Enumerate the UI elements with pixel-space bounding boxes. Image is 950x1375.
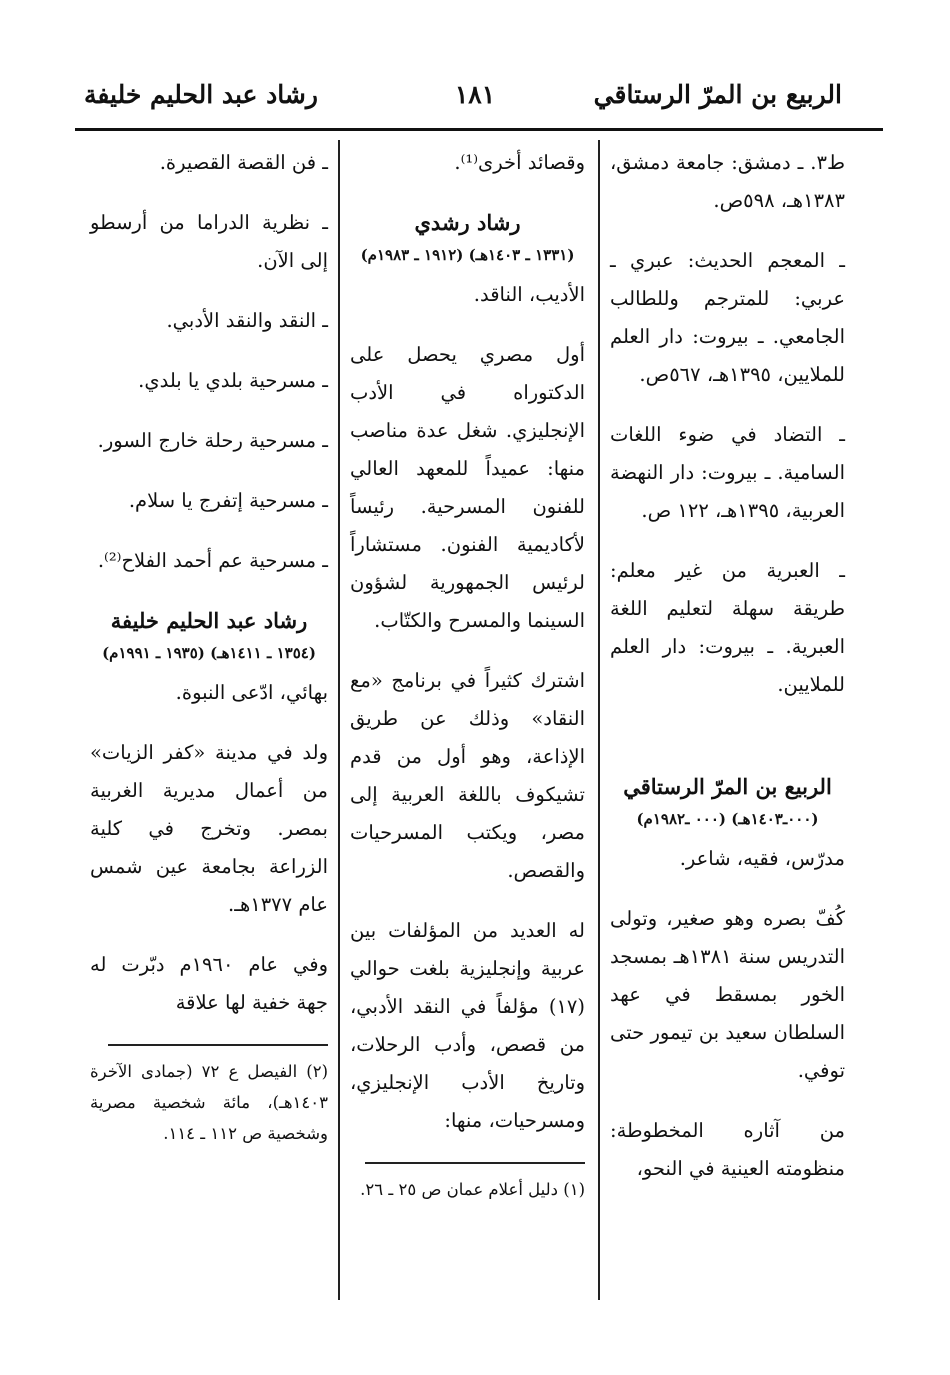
footnote: (٢) الفيصل ع ٧٢ (جمادى الآخرة ١٤٠٣هـ)، مائة شخصية مصرية وشخصية ص ١١٢ ـ ١١٤. xyxy=(90,1062,328,1143)
paragraph: ـ مسرحية عم أحمد الفلاح⁽²⁾. xyxy=(97,549,328,572)
entry-dates: (١٣٣١ ـ ١٤٠٣هـ) (١٩١٢ ـ ١٩٨٣م) xyxy=(360,246,575,264)
paragraph: ـ مسرحية رحلة خارج السور. xyxy=(97,429,328,452)
page-number: ١٨١ xyxy=(454,80,496,109)
column-divider-right xyxy=(598,140,600,1300)
paragraph: الأديب، الناقد. xyxy=(473,283,585,306)
entry-dates: (٠٠٠ـ١٤٠٣هـ) (٠٠٠ ـ١٩٨٢م) xyxy=(636,810,819,828)
paragraph: ـ فن القصة القصيرة. xyxy=(159,151,328,174)
column-right xyxy=(610,144,845,1210)
entry-title: الربيع بن المرّ الرستاقي xyxy=(623,774,832,799)
paragraph: ـ مسرحية بلدي يا بلدي. xyxy=(138,369,328,392)
paragraph: ط٣. ـ دمشق: جامعة دمشق، ١٣٨٣هـ، ٥٩٨ص. xyxy=(610,151,845,212)
header-rule xyxy=(75,128,883,131)
paragraph: ـ المعجم الحديث: عبري ـ عربي: للمترجم وللطالب الجامعي. ـ بيروت: دار العلم للملايين، ١٣٩٥هـ، ٥٦٧ص. xyxy=(610,249,845,386)
paragraph: ولد في مدينة «كفر الزيات» من أعمال مديرية الغربية بمصر. وتخرج في كلية الزراعة بجامعة عين شمس عام ١٣٧٧هـ. xyxy=(90,741,328,916)
paragraph: ـ النقد والنقد الأدبي. xyxy=(166,309,328,332)
entry-dates: (١٣٥٤ ـ ١٤١١هـ) (١٩٣٥ ـ ١٩٩١م) xyxy=(102,644,316,662)
paragraph: مدرّس، فقيه، شاعر. xyxy=(679,847,845,870)
paragraph: اشترك كثيراً في برنامج «مع النقاد» وذلك عن طريق الإذاعة، وهو أول من قدم تشيكوف باللغة العربية إلى مصر، ويكتب المسرحيات والقصص. xyxy=(350,669,585,882)
footnote-rule xyxy=(365,1162,585,1164)
running-head-right: الربيع بن المرّ الرستاقي xyxy=(593,80,842,109)
paragraph: ـ مسرحية إتفرج يا سلام. xyxy=(128,489,328,512)
paragraph: ـ نظرية الدراما من أرسطو إلى الآن. xyxy=(90,211,328,272)
footnote-rule xyxy=(108,1044,328,1046)
paragraph: وقصائد أخرى⁽¹⁾. xyxy=(454,151,585,174)
column-divider-left xyxy=(338,140,340,1300)
entry-title: رشاد عبد الحليم خليفة xyxy=(110,608,308,633)
running-head-left: رشاد عبد الحليم خليفة xyxy=(84,80,318,109)
paragraph: أول مصري يحصل على الدكتوراه في الأدب الإنجليزي. شغل عدة مناصب منها: عميداً للمعهد العالي للفنون المسرحية. رئيساً لأكاديمية الفنون. مستشاراً لرئيس الجمهورية لشؤون السينما والمسرح والكتّاب. xyxy=(350,343,585,632)
entry-title: رشاد رشدي xyxy=(414,210,521,235)
paragraph: بهائي، ادّعى النبوة. xyxy=(175,681,328,704)
paragraph: وفي عام ١٩٦٠م دبّرت له جهة خفية لها علاقة xyxy=(90,953,328,1014)
paragraph: له العديد من المؤلفات بين عربية وإنجليزية بلغت حوالي (١٧) مؤلفاً في النقد الأدبي، من قصص، وأدب الرحلات، وتاريخ الأدب الإنجليزي، ومسرحيات، منها: xyxy=(350,919,585,1132)
paragraph: كُفّ بصره وهو صغير، وتولى التدريس سنة ١٣٨١هـ بمسجد الخور بمسقط في عهد السلطان سعيد بن تيمور حتى توفي. xyxy=(610,907,845,1082)
page-header xyxy=(0,0,950,130)
column-left xyxy=(90,144,328,1149)
paragraph: من آثاره المخطوطة: منظومته العينية في النحو، xyxy=(610,1119,845,1180)
column-middle xyxy=(350,144,585,1205)
paragraph: ـ العبرية من غير معلم: طريقة سهلة لتعليم اللغة العبرية. ـ بيروت: دار العلم للملايين. xyxy=(610,559,845,696)
paragraph: ـ التضاد في ضوء اللغات السامية. ـ بيروت: دار النهضة العربية، ١٣٩٥هـ، ١٢٢ ص. xyxy=(610,423,845,522)
footnote: (١) دليل أعلام عمان ص ٢٥ ـ ٢٦. xyxy=(360,1180,585,1199)
